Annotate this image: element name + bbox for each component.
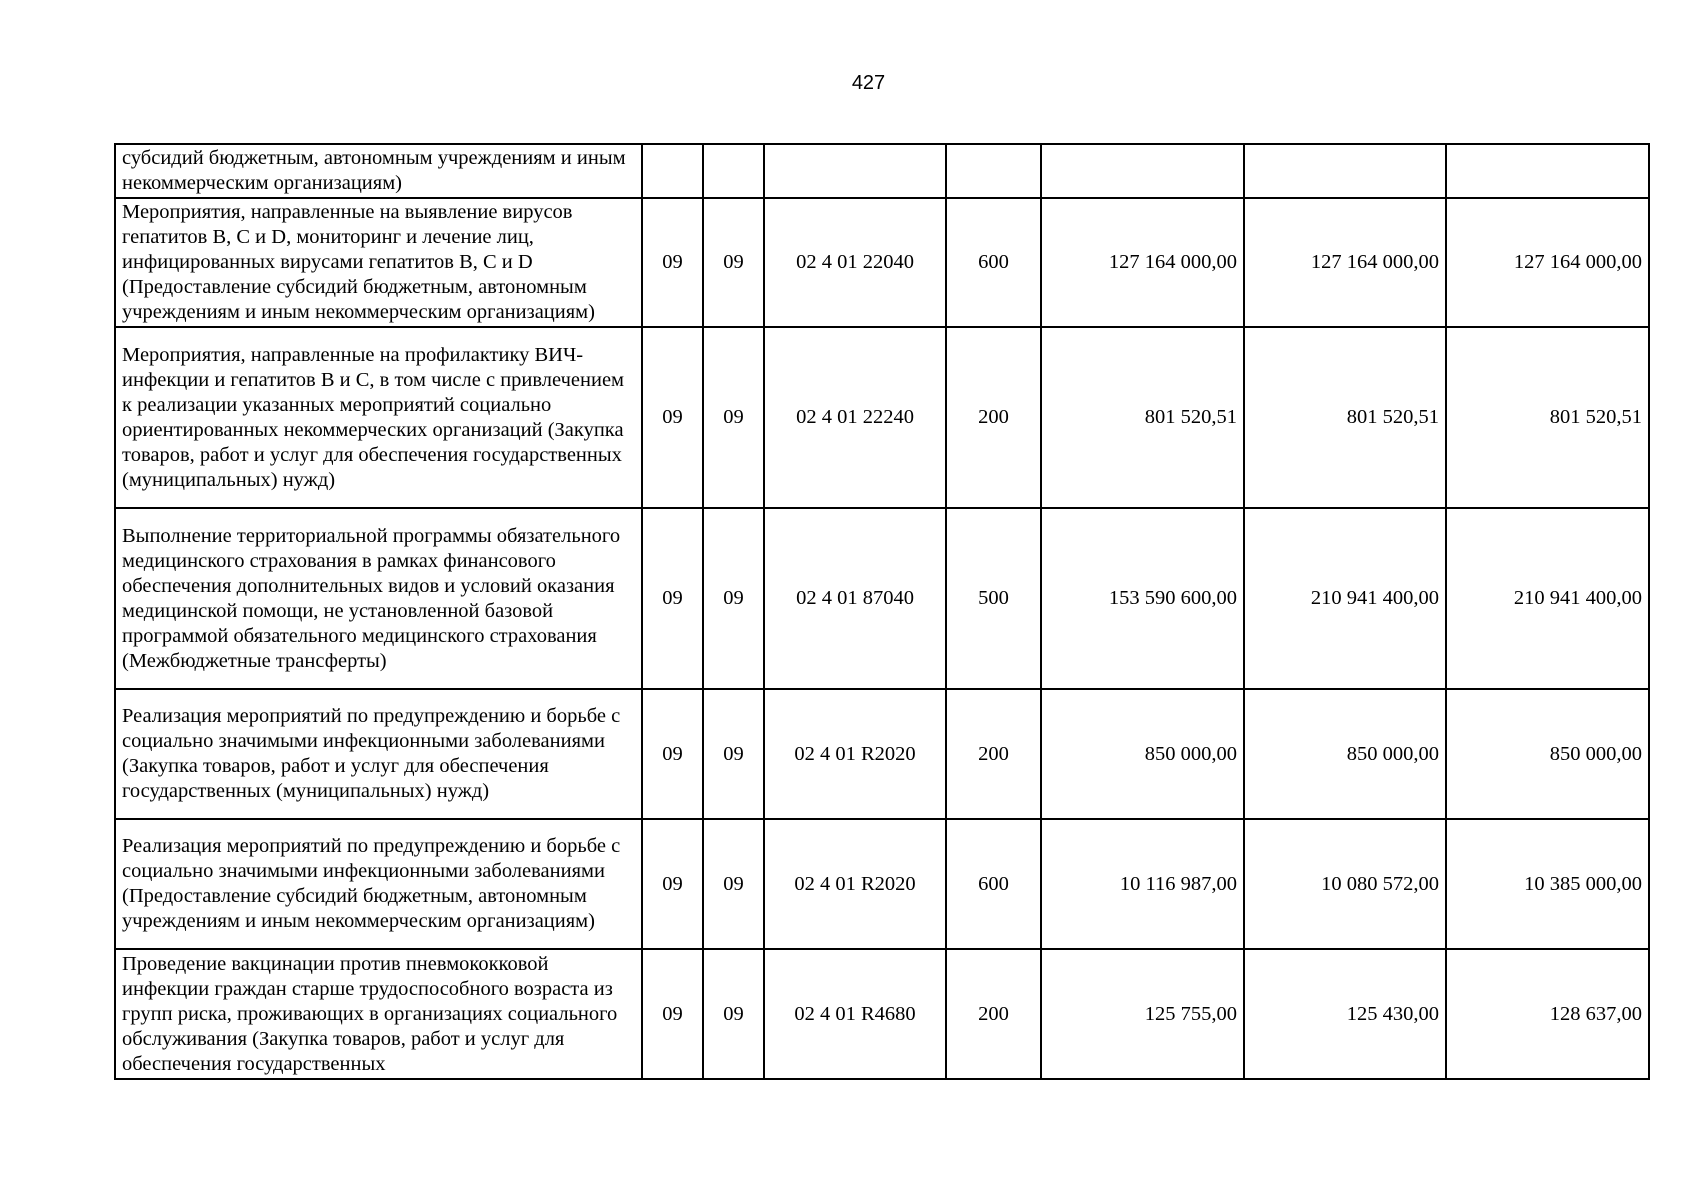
target-article-code — [764, 144, 946, 198]
amount-year-1: 801 520,51 — [1041, 327, 1244, 508]
amount-year-3: 850 000,00 — [1446, 689, 1649, 819]
row-description: субсидий бюджетным, автономным учреждениям и иным некоммерческим организациям) — [115, 144, 642, 198]
expense-type-code: 600 — [946, 819, 1041, 949]
expense-type-code: 200 — [946, 327, 1041, 508]
section-code: 09 — [642, 689, 703, 819]
subsection-code: 09 — [703, 689, 764, 819]
row-description: Проведение вакцинации против пневмококковой инфекции граждан старше трудоспособного возраста из групп риска, проживающих в организациях социального обслуживания (Закупка товаров, работ и услуг для обеспечения государственных — [115, 949, 642, 1079]
target-article-code: 02 4 01 22240 — [764, 327, 946, 508]
row-description: Мероприятия, направленные на профилактику ВИЧ-инфекции и гепатитов B и C, в том числе с привлечением к реализации указанных мероприятий социально ориентированных некоммерческих организаций (Закупка товаров, работ и услуг для обеспечения государственных (муниципальных) нужд) — [115, 327, 642, 508]
expense-type-code: 600 — [946, 198, 1041, 327]
expense-type-code: 200 — [946, 949, 1041, 1079]
section-code — [642, 144, 703, 198]
row-description: Мероприятия, направленные на выявление вирусов гепатитов B, C и D, мониторинг и лечение лиц, инфицированных вирусами гепатитов B, C и D (Предоставление субсидий бюджетным, автономным учреждениям и иным некоммерческим организациям) — [115, 198, 642, 327]
amount-year-2 — [1244, 144, 1446, 198]
table-row — [115, 819, 1649, 949]
subsection-code: 09 — [703, 508, 764, 689]
table-row — [115, 689, 1649, 819]
amount-year-2: 210 941 400,00 — [1244, 508, 1446, 689]
amount-year-2: 127 164 000,00 — [1244, 198, 1446, 327]
expense-type-code: 500 — [946, 508, 1041, 689]
amount-year-1: 125 755,00 — [1041, 949, 1244, 1079]
row-description: Реализация мероприятий по предупреждению и борьбе с социально значимыми инфекционными заболеваниями (Закупка товаров, работ и услуг для обеспечения государственных (муниципальных) нужд) — [115, 689, 642, 819]
section-code: 09 — [642, 198, 703, 327]
amount-year-1: 153 590 600,00 — [1041, 508, 1244, 689]
target-article-code: 02 4 01 87040 — [764, 508, 946, 689]
target-article-code: 02 4 01 22040 — [764, 198, 946, 327]
expense-type-code: 200 — [946, 689, 1041, 819]
target-article-code: 02 4 01 R4680 — [764, 949, 946, 1079]
amount-year-3 — [1446, 144, 1649, 198]
table-row — [115, 198, 1649, 327]
expense-type-code — [946, 144, 1041, 198]
row-description: Реализация мероприятий по предупреждению и борьбе с социально значимыми инфекционными заболеваниями (Предоставление субсидий бюджетным, автономным учреждениям и иным некоммерческим организациям) — [115, 819, 642, 949]
amount-year-3: 10 385 000,00 — [1446, 819, 1649, 949]
amount-year-2: 850 000,00 — [1244, 689, 1446, 819]
section-code: 09 — [642, 949, 703, 1079]
amount-year-2: 801 520,51 — [1244, 327, 1446, 508]
table-row — [115, 144, 1649, 198]
subsection-code — [703, 144, 764, 198]
table-row — [115, 327, 1649, 508]
row-description: Выполнение территориальной программы обязательного медицинского страхования в рамках финансового обеспечения дополнительных видов и условий оказания медицинской помощи, не установленной базовой программой обязательного медицинского страхования (Межбюджетные трансферты) — [115, 508, 642, 689]
table-row — [115, 949, 1649, 1079]
section-code: 09 — [642, 327, 703, 508]
subsection-code: 09 — [703, 819, 764, 949]
amount-year-2: 10 080 572,00 — [1244, 819, 1446, 949]
amount-year-1: 10 116 987,00 — [1041, 819, 1244, 949]
subsection-code: 09 — [703, 949, 764, 1079]
section-code: 09 — [642, 819, 703, 949]
subsection-code: 09 — [703, 198, 764, 327]
amount-year-3: 210 941 400,00 — [1446, 508, 1649, 689]
page-number: 427 — [851, 72, 886, 94]
section-code: 09 — [642, 508, 703, 689]
amount-year-3: 801 520,51 — [1446, 327, 1649, 508]
amount-year-1: 850 000,00 — [1041, 689, 1244, 819]
target-article-code: 02 4 01 R2020 — [764, 819, 946, 949]
amount-year-1 — [1041, 144, 1244, 198]
amount-year-3: 128 637,00 — [1446, 949, 1649, 1079]
amount-year-2: 125 430,00 — [1244, 949, 1446, 1079]
subsection-code: 09 — [703, 327, 764, 508]
amount-year-1: 127 164 000,00 — [1041, 198, 1244, 327]
budget-table — [114, 143, 1650, 1080]
amount-year-3: 127 164 000,00 — [1446, 198, 1649, 327]
target-article-code: 02 4 01 R2020 — [764, 689, 946, 819]
table-row — [115, 508, 1649, 689]
